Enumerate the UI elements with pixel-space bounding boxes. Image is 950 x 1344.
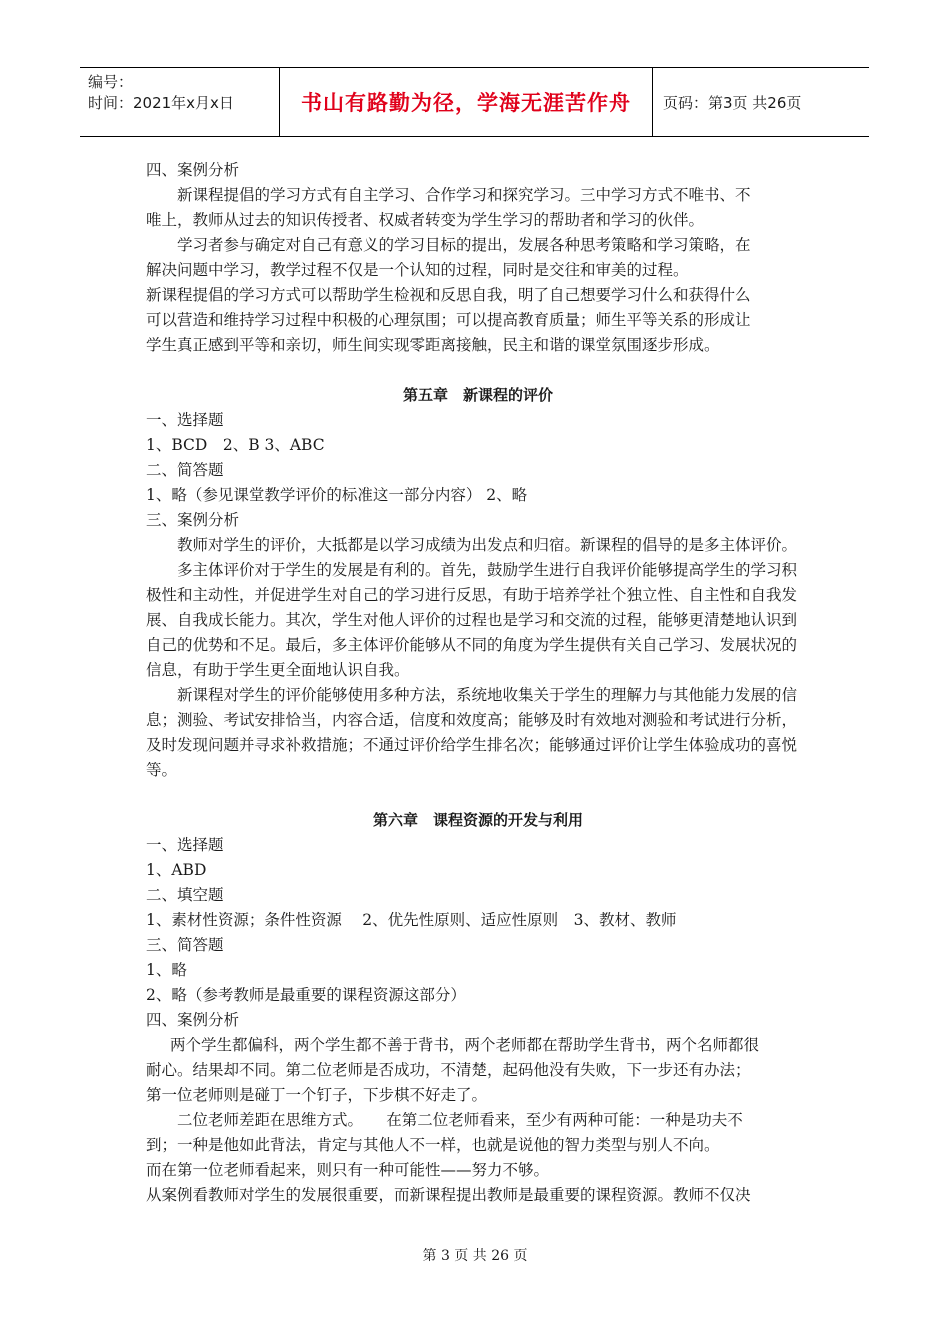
- document-date-label: 时间：2021年x月x日: [88, 94, 234, 112]
- paragraph-line: 唯上，教师从过去的知识传授者、权威者转变为学生学习的帮助者和学习的伙伴。: [146, 211, 705, 229]
- chapter-6-title: 第六章 课程资源的开发与利用: [372, 811, 583, 829]
- question-heading: 二、填空题: [146, 886, 224, 904]
- paragraph-line: 学生真正感到平等和亲切，师生间实现零距离接触，民主和谐的课堂氛围逐步形成。: [146, 336, 720, 354]
- answer-line: 1、素材性资源；条件性资源 2、优先性原则、适应性原则 3、教材、教师: [146, 911, 677, 929]
- question-heading: 一、选择题: [146, 836, 224, 854]
- document-number-label: 编号：: [88, 73, 134, 91]
- chapter-5-title: 第五章 新课程的评价: [402, 386, 553, 404]
- paragraph-line: 两个学生都偏科，两个学生都不善于背书，两个老师都在帮助学生背书，两个名师都很: [170, 1036, 760, 1054]
- paragraph-line: 从案例看教师对学生的发展很重要，而新课程提出教师是最重要的课程资源。教师不仅决: [146, 1186, 751, 1204]
- question-heading: 一、选择题: [146, 411, 224, 429]
- paragraph-line: 可以营造和维持学习过程中积极的心理氛围；可以提高教育质量；师生平等关系的形成让: [146, 311, 751, 329]
- answer-line: 1、ABD: [146, 861, 207, 879]
- page-header: [80, 67, 869, 137]
- header-page-info: 页码：第3页 共26页: [663, 93, 802, 112]
- page-footer: 第 3 页 共 26 页: [422, 1248, 528, 1264]
- question-heading: 四、案例分析: [146, 1011, 240, 1029]
- answer-line: 1、BCD 2、B 3、ABC: [146, 436, 325, 454]
- answer-line: 1、略（参见课堂教学评价的标准这一部分内容） 2、略: [146, 486, 528, 504]
- question-heading: 三、案例分析: [146, 511, 240, 529]
- case-paragraph: 教师对学生的评价，大抵都是以学习成绩为出发点和归宿。新课程的倡导的是多主体评价。: [177, 536, 798, 554]
- answer-line: 2、略（参考教师是最重要的课程资源这部分）: [146, 986, 466, 1004]
- question-heading: 二、简答题: [146, 461, 224, 479]
- case-paragraph: 多主体评价对于学生的发展是有利的。首先，鼓励学生进行自我评价能够提高学生的学习积极性和主动性，并促进学生对自己的学习进行反思，有助于培养学社个独立性、自主性和自我发展、自我成长能力。其次，学生对他人评价的过程也是学习和交流的过程，能够更清楚地认识到自己的优势和不足。最后，多主体评价能够从不同的角度为学生提供有关自己学习、发展状况的信息，有助于学生更全面地认识自我。: [146, 561, 798, 679]
- paragraph-line: 而在第一位老师看起来，则只有一种可能性——努力不够。: [146, 1161, 550, 1179]
- paragraph-line: 学习者参与确定对自己有意义的学习目标的提出，发展各种思考策略和学习策略，在: [177, 236, 751, 254]
- paragraph-line: 第一位老师则是碰丁一个钉子，下步棋不好走了。: [146, 1086, 488, 1104]
- answer-line: 1、略: [146, 961, 187, 979]
- paragraph-line: 新课程提倡的学习方式有自主学习、合作学习和探究学习。三中学习方式不唯书、不: [177, 186, 751, 204]
- paragraph-line: 二位老师差距在思维方式。 在第二位老师看来，至少有两种可能：一种是功夫不: [177, 1111, 743, 1129]
- case-paragraph: 新课程对学生的评价能够使用多种方法，系统地收集关于学生的理解力与其他能力发展的信息；测验、考试安排恰当，内容合适，信度和效度高；能够及时有效地对测验和考试进行分析，及时发现问题并寻求补救措施；不通过评价给学生排名次；能够通过评价让学生体验成功的喜悦等。: [146, 686, 798, 779]
- section-heading: 四、案例分析: [146, 161, 240, 179]
- paragraph-line: 新课程提倡的学习方式可以帮助学生检视和反思自我，明了自己想要学习什么和获得什么: [146, 286, 751, 304]
- paragraph-line: 耐心。结果却不同。第二位老师是否成功，不清楚，起码他没有失败，下一步还有办法；: [146, 1061, 751, 1079]
- paragraph-line: 解决问题中学习，教学过程不仅是一个认知的过程，同时是交往和审美的过程。: [146, 261, 689, 279]
- document-body: [146, 158, 810, 1208]
- header-left-cell: [80, 68, 280, 136]
- paragraph-line: 到；一种是他如此背法，肯定与其他人不一样，也就是说他的智力类型与别人不向。: [146, 1136, 720, 1154]
- question-heading: 三、简答题: [146, 936, 224, 954]
- header-motto: 书山有路勤为径，学海无涯苦作舟: [280, 68, 653, 136]
